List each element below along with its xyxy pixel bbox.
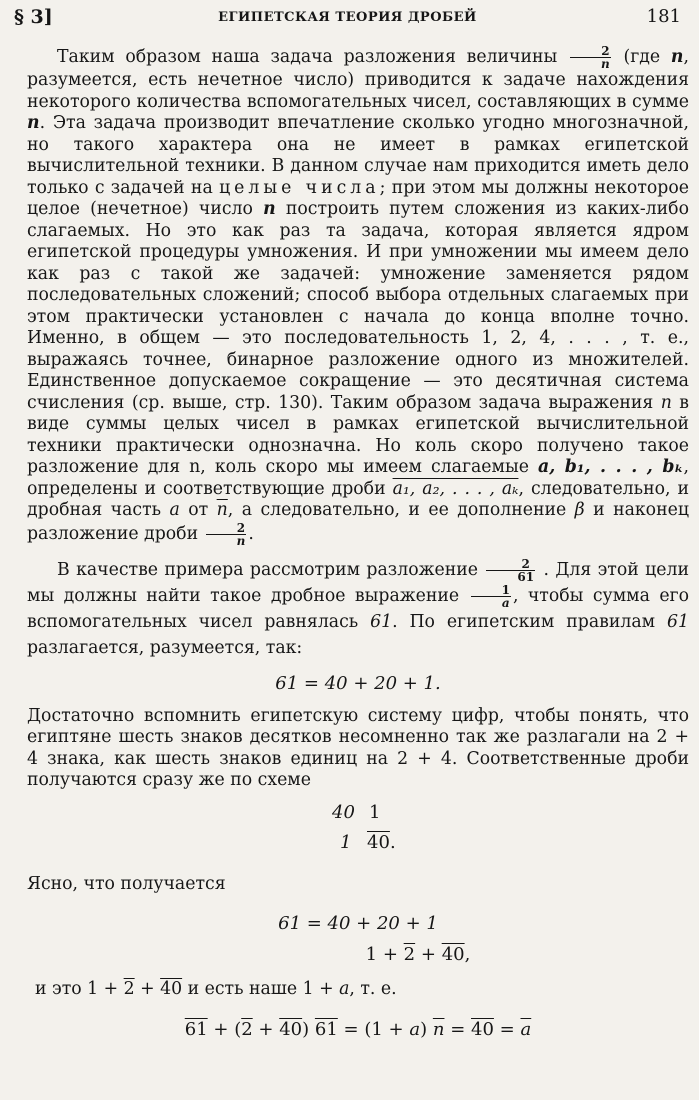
text: 1 +: [365, 944, 398, 965]
paragraph-5: [27, 979, 689, 1001]
term-61-bar: 61: [184, 1018, 208, 1040]
equation-2: 61 = 40 + 20 + 1: [278, 913, 438, 934]
text: +: [420, 944, 436, 965]
text: = (1 +: [343, 1018, 404, 1040]
frac-den: a: [501, 595, 510, 610]
text: .: [248, 523, 254, 544]
term-2-bar: 2: [123, 979, 135, 999]
term-2-bar: 2: [241, 1018, 253, 1040]
text: + (: [213, 1018, 242, 1040]
text: , т. е.: [349, 979, 397, 999]
page-number: 181: [646, 6, 681, 27]
paragraph-1: [27, 45, 689, 547]
frac-num: 2: [206, 522, 247, 535]
frac-den: 61: [517, 569, 535, 584]
text: +: [140, 979, 155, 999]
text: и наконец разложение дроби: [27, 500, 689, 544]
fraction-2-over-n: [206, 522, 247, 547]
terms-a-b: a, b₁, . . . , bₖ: [538, 457, 684, 477]
frac-num: 2: [570, 45, 611, 58]
text: =: [450, 1018, 466, 1040]
text: , определены и соответствующие дроби: [27, 457, 689, 499]
text: , разумеется, есть нечетное число) приводится к задаче нахождения некоторого количества вспомогательных чисел, составляющих в сумме: [27, 47, 689, 112]
frac-den: n: [236, 533, 246, 548]
scheme-period: .: [390, 831, 396, 853]
paragraph-3: Достаточно вспомнить египетскую систему цифр, чтобы понять, что египтяне шесть знаков десятков несомненно так же разлагали на 2 + 4 знака, как шесть знаков единиц на 2 + 4. Соответственные дроби получаются сразу же по схеме: [27, 705, 689, 790]
text: построить путем сложения из каких-либо слагаемых. Но это как раз та задача, которая является ядром египетской процедуры умножения. И при умножении мы имеем дело как раз с такой же задачей: умножение заменяется рядом последовательных сложений; способ выбора отдельных слагаемых при этом практически установлен с начала до конца вполне точно. Именно, в общем — это последовательность 1, 2, 4, . . . , т. е., выражаясь точнее, бинарное разложение одного из множителей. Единственное допускаемое сокращение — это десятичная система счисления (ср. выше, стр. 130). Таким образом задача выражения: [27, 199, 689, 413]
section-number: § 3]: [14, 6, 53, 28]
frac-num: 1: [471, 584, 511, 597]
text: =: [499, 1018, 515, 1040]
paragraph-2: [27, 557, 689, 661]
text: . Для этой цели мы должны найти такое дробное выражение: [27, 559, 689, 606]
term-40-bar: 40: [441, 944, 465, 965]
text: . По египетским правилам: [392, 611, 656, 632]
text: ; при этом мы должны некоторое целое (нечетное) число: [27, 177, 689, 219]
spaced-emphasis: целые числа: [219, 177, 380, 198]
fraction-2-over-61: [486, 558, 535, 583]
equation-1: 61 = 40 + 20 + 1.: [275, 672, 441, 694]
var-n-bar: $\overline{n}$: [432, 1018, 445, 1040]
text: ): [420, 1018, 428, 1040]
text: разлагается, разумеется, так:: [27, 637, 303, 658]
text: Таким образом наша задача разложения величины: [57, 47, 558, 67]
fraction-1-over-a: [471, 584, 511, 609]
equation-3: [27, 944, 689, 965]
term-2-bar: 2: [403, 944, 416, 965]
text: В качестве примера рассмотрим разложение: [57, 559, 478, 580]
var-beta: β: [574, 500, 585, 520]
var-n: n: [263, 199, 276, 219]
text: , чтобы сумма его вспомогательных чисел равнялась: [27, 585, 689, 632]
frac-den: n: [601, 57, 610, 71]
text: в виде суммы целых чисел в рамках египетской вычислительной техники практически однозначна. Но коль скоро получено такое разложение для n, коль скоро мы имеем слагаемые: [27, 392, 689, 477]
term-40-bar: 40: [279, 1018, 303, 1040]
text: ,: [464, 944, 471, 965]
var-a: a: [169, 500, 180, 520]
text: +: [258, 1018, 274, 1040]
paragraph-4: Ясно, что получается: [27, 873, 226, 894]
scheme-r1c2: 1: [369, 801, 381, 823]
text: , следовательно, и дробная часть: [27, 478, 689, 520]
var-a: a: [409, 1018, 421, 1040]
var-n-bar: $\overline{n}$: [216, 500, 228, 520]
fractions-a-list: a₁, a₂, . . . , aₖ: [392, 478, 519, 499]
term-40-bar: 40: [471, 1018, 494, 1040]
scheme-r2c1: 1: [340, 831, 352, 853]
text: (где: [623, 47, 661, 67]
var-n: n: [670, 47, 684, 67]
text: от: [188, 500, 209, 520]
text: . Эта задача производит впечатление сколько угодно многозначной, но такого характера она не имеет в рамках египетской вычислительной техники. В данном случае нам приходится иметь дело только с задачей на: [27, 113, 689, 198]
var-n: n: [27, 113, 40, 133]
text: ): [302, 1018, 310, 1040]
scheme: [27, 800, 689, 862]
number-61: 61: [370, 611, 393, 632]
equation-4: [27, 1019, 689, 1040]
term-40-bar: 40: [160, 979, 183, 999]
text: и есть наше 1 +: [187, 979, 334, 999]
text: , а следовательно, и ее дополнение: [227, 500, 567, 520]
running-title: ЕГИПЕТСКАЯ ТЕОРИЯ ДРОБЕЙ: [218, 10, 477, 25]
var-a: a: [339, 979, 350, 999]
scheme-r1c1: 40: [332, 801, 355, 823]
page-header: [14, 6, 681, 30]
text: и это 1 +: [35, 979, 119, 999]
var-n: n: [660, 392, 672, 413]
scheme-r2c2: 40: [367, 831, 390, 853]
term-61-bar: 61: [314, 1018, 338, 1040]
page-body: [27, 45, 689, 1040]
frac-num: 2: [486, 558, 535, 571]
fraction-2-over-n: [570, 45, 611, 70]
var-a-bar: $\overline{a}$: [520, 1018, 532, 1040]
number-61: 61: [667, 611, 689, 632]
